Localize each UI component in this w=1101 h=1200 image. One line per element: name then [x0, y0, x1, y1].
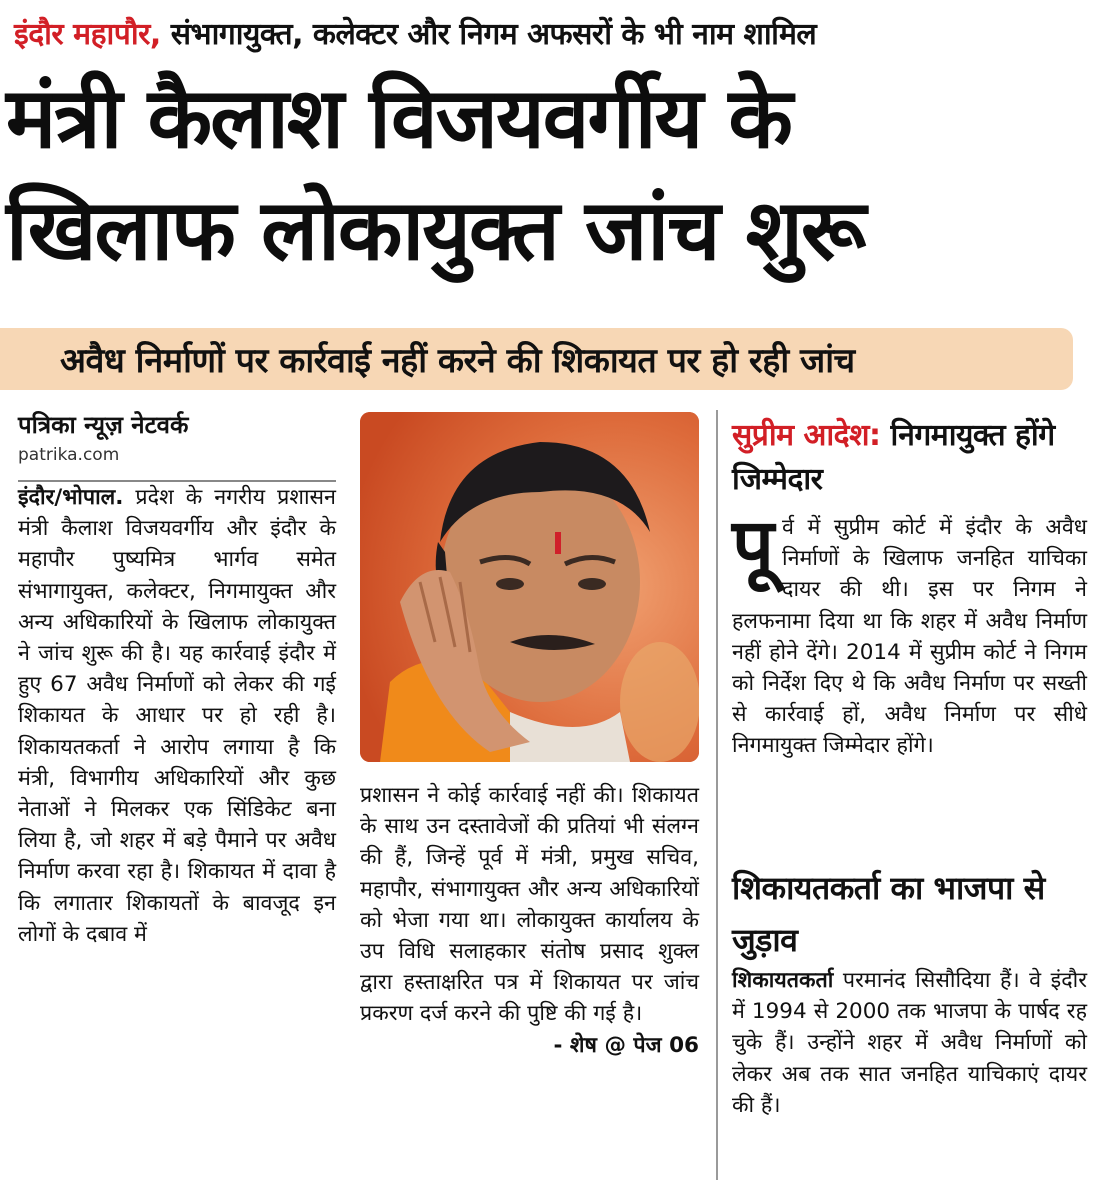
story-column-1: [18, 482, 336, 950]
kicker: [14, 12, 1089, 53]
sidebar-1-body: [732, 503, 1087, 762]
byline-agency: पत्रिका न्यूज़ नेटवर्क: [18, 411, 189, 439]
deck-band: [0, 328, 1073, 390]
portrait-illustration: [360, 412, 699, 762]
sidebar-1-title: [732, 414, 1087, 502]
sidebar-2-title: शिकायतकर्ता का भाजपा से जुड़ाव: [732, 869, 1045, 959]
story-text-1: प्रदेश के नगरीय प्रशासन मंत्री कैलाश विजयवर्गीय और इंदौर के महापौर पुष्यमित्र भार्गव समेत संभागायुक्त, कलेक्टर, निगमायुक्त और अन्य अधिकारियों के खिलाफ लोकायुक्त ने जांच शुरू की है। यह कार्रवाई इंदौर में हुए 67 अवैध निर्माणों को लेकर की गई शिकायत के आधार पर हो रही है। शिकायतकर्ता ने आरोप लगाया है कि मंत्री, विभागीय अधिकारियों और कुछ नेताओं ने मिलकर एक सिंडिकेट बना लिया है, जो शहर में बड़े पैमाने पर अवैध निर्माण करवा रहा है। शिकायत में दावा है कि लगातार शिकायतों के बावजूद इन लोगों के दबाव में: [18, 485, 336, 947]
sidebar-1-title-highlight: सुप्रीम आदेश:: [732, 418, 881, 453]
column-divider: [716, 410, 718, 1180]
kicker-rest: संभागायुक्त, कलेक्टर और निगम अफसरों के भी नाम शामिल: [160, 17, 817, 52]
kicker-highlight: इंदौर महापौर,: [14, 17, 161, 52]
deck-text: अवैध निर्माणों पर कार्रवाई नहीं करने की शिकायत पर हो रही जांच: [60, 341, 855, 381]
portrait-photo: [360, 412, 699, 762]
sidebar-1-title-rest: निगमायुक्त होंगे जिम्मेदार: [732, 418, 1055, 497]
sidebar-2-body: [732, 965, 1087, 1121]
headline: [6, 62, 1096, 286]
byline-site: patrika.com: [18, 445, 120, 465]
story-column-2: [360, 780, 699, 1061]
drop-cap: पू: [732, 503, 775, 589]
headline-line-2: खिलाफ लोकायुक्त जांच शुरू: [6, 181, 865, 279]
dateline: इंदौर/भोपाल.: [18, 485, 124, 510]
continued-reference: - शेष @ पेज 06: [553, 1032, 699, 1058]
story-text-2: प्रशासन ने कोई कार्रवाई नहीं की। शिकायत के साथ उन दस्तावेजों की प्रतियां भी संलग्न की हैं, जिन्हें पूर्व में मंत्री, प्रमुख सचिव, महापौर, संभागायुक्त और अन्य अधिकारियों को भेजा गया था। लोकायुक्त कार्यालय के उप विधि सलाहकार संतोष प्रसाद शुक्ल द्वारा हस्ताक्षरित पत्र में शिकायत पर जांच प्रकरण दर्ज करने की पुष्टि की गई है।: [360, 783, 699, 1027]
sidebar-2-text: परमानंद सिसौदिया हैं। वे इंदौर में 1994 से 2000 तक भाजपा के पार्षद रह चुके हैं। उन्होंने शहर में अवैध निर्माणों को लेकर अब तक सात जनहित याचिकाएं दायर की हैं।: [732, 968, 1087, 1118]
sidebar-2-lead: शिकायतकर्ता: [732, 968, 834, 993]
headline-line-1: मंत्री कैलाश विजयवर्गीय के: [6, 69, 791, 167]
sidebar-1-text: र्व में सुप्रीम कोर्ट में इंदौर के अवैध निर्माणों के खिलाफ जनहित याचिका दायर की थी। इस पर निगम ने हलफनामा दिया था कि शहर में अवैध निर्माण नहीं होने देंगे। 2014 में सुप्रीम कोर्ट ने निगम को निर्देश दिए थे कि अवैध निर्माण पर सख्ती से कार्रवाई हों, अवैध निर्माण पर सीधे निगमायुक्त जिम्मेदार होंगे।: [732, 515, 1087, 759]
byline: [18, 408, 188, 465]
